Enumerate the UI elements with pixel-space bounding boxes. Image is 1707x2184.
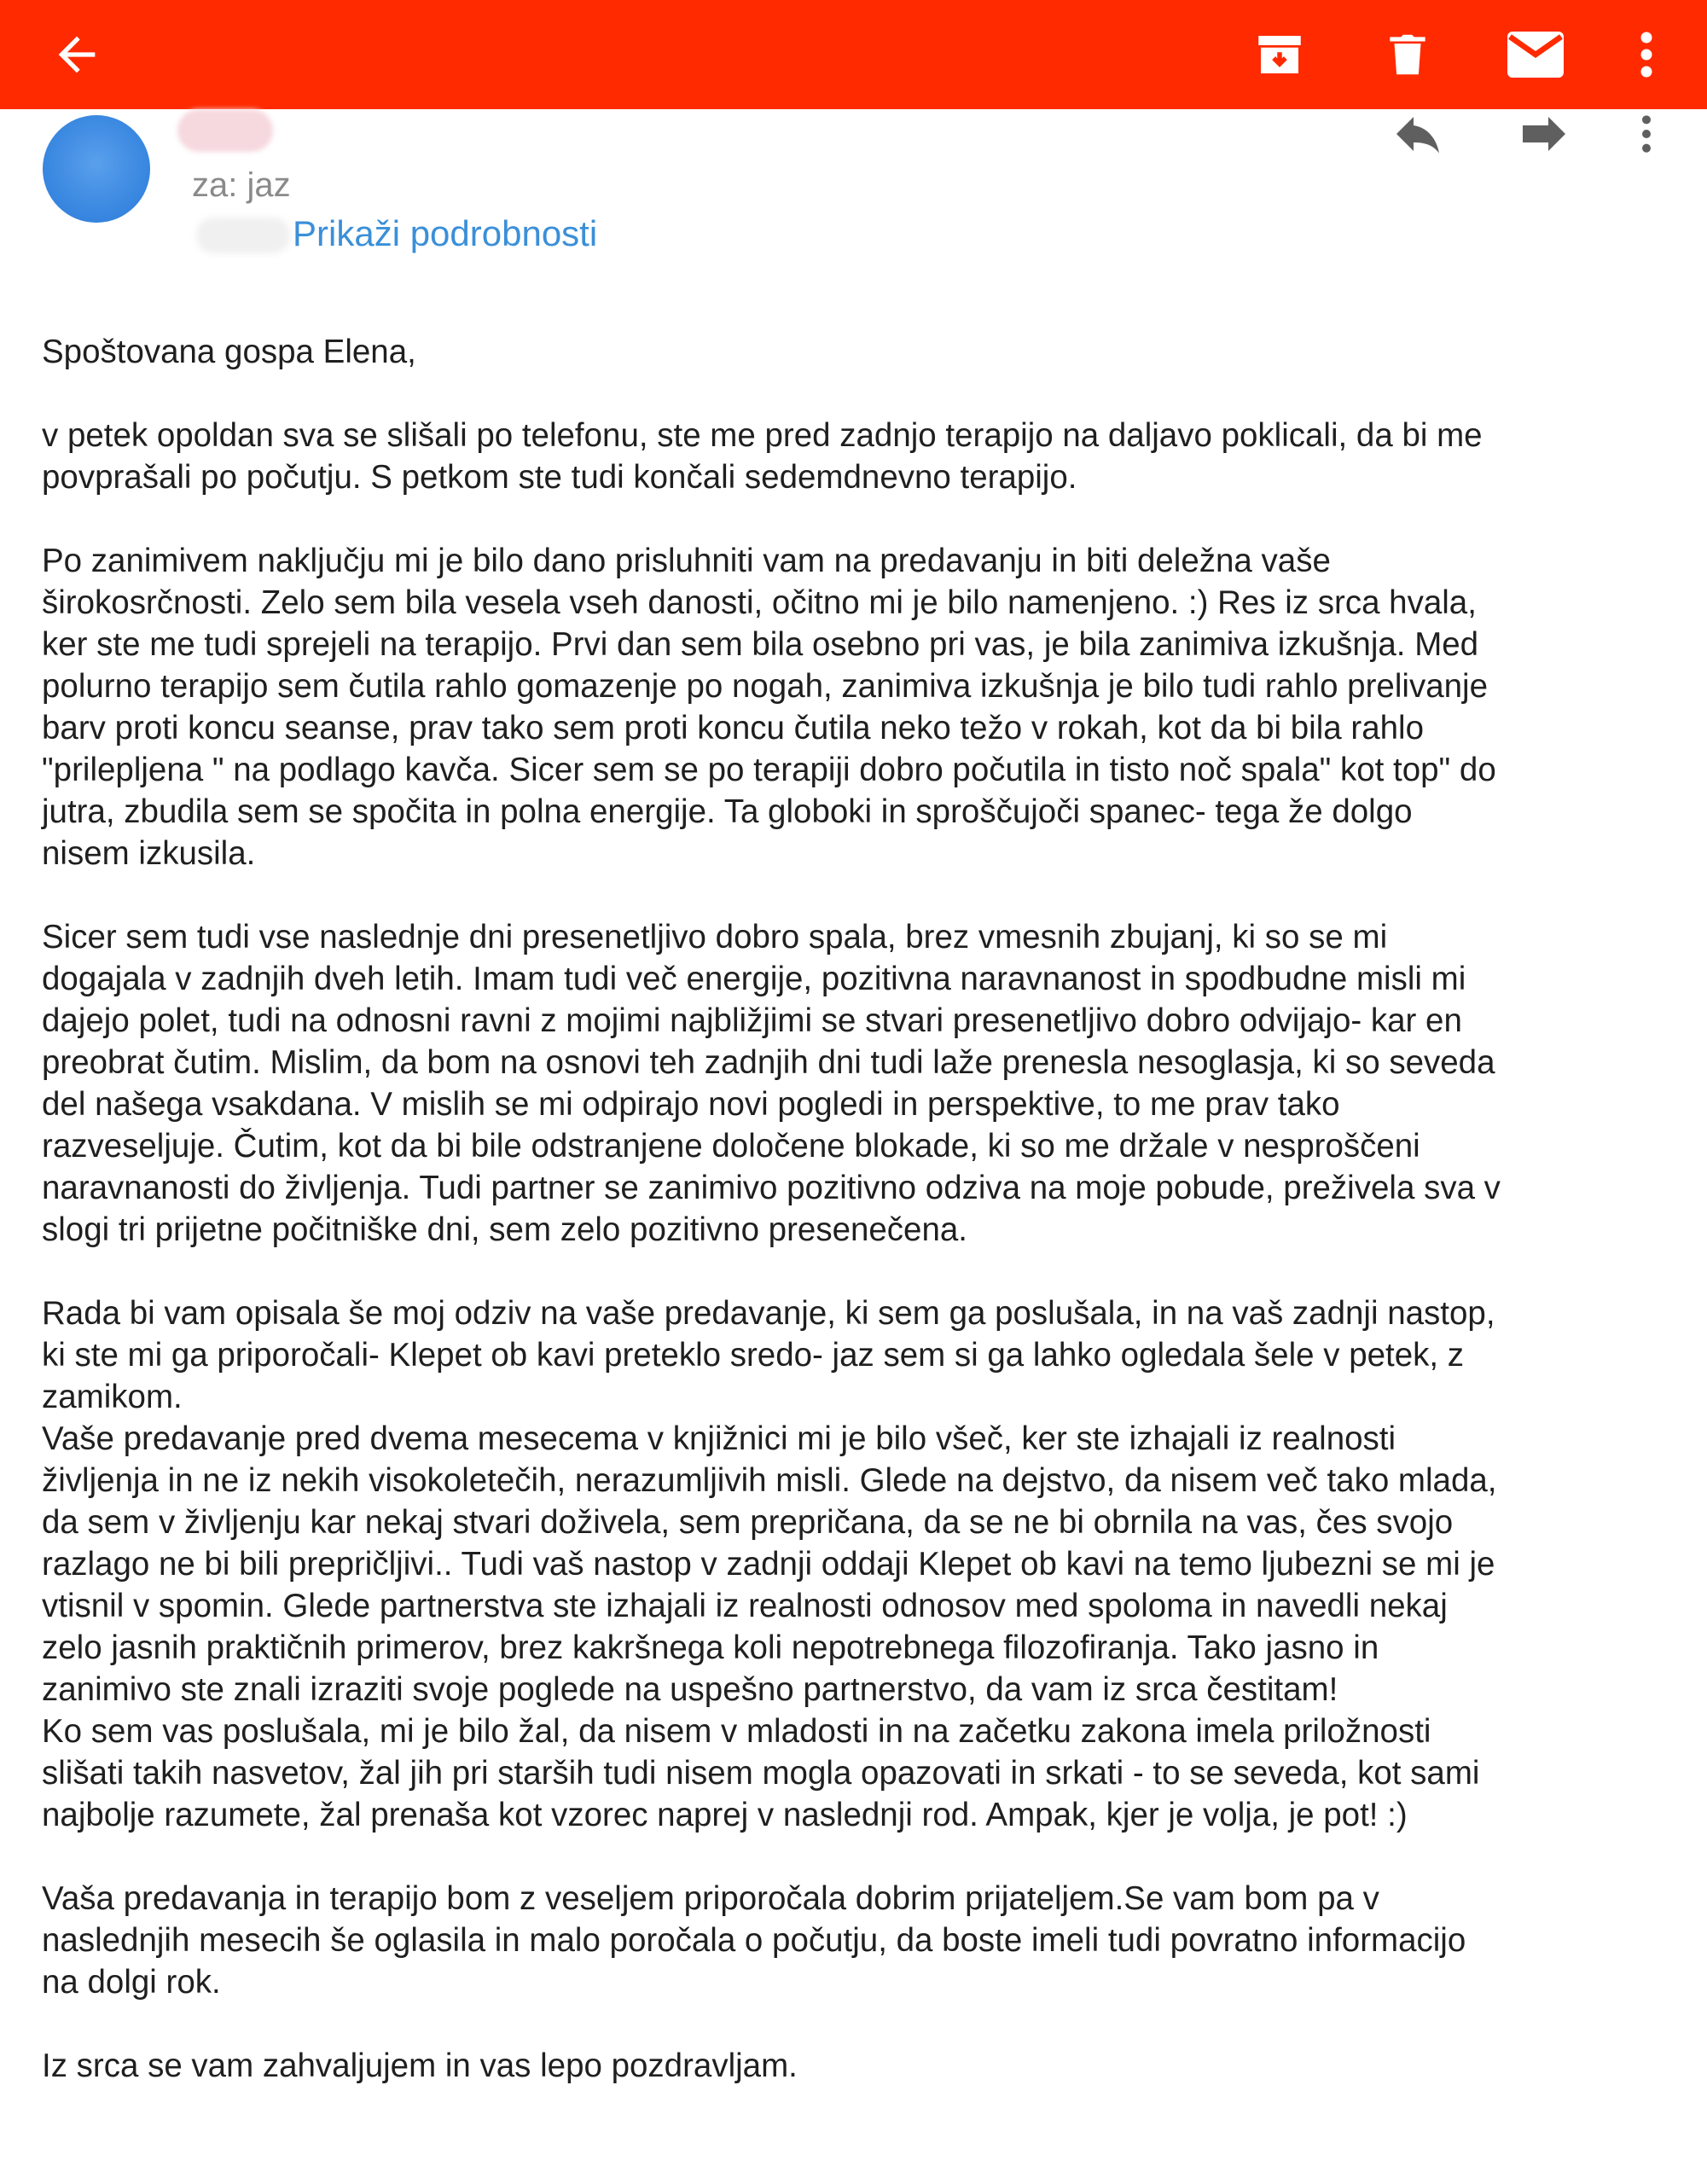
- sender-avatar[interactable]: [43, 115, 150, 223]
- mail-icon[interactable]: [1493, 0, 1578, 109]
- back-arrow-icon[interactable]: [34, 0, 119, 109]
- email-greeting: Spoštovana gospa Elena,: [42, 334, 416, 370]
- more-vert-icon[interactable]: [1612, 0, 1681, 109]
- reply-icon[interactable]: [1384, 104, 1452, 164]
- redacted-block: [196, 218, 290, 253]
- email-paragraph: v petek opoldan sva se slišali po telefonu, ste me pred zadnjo terapijo na daljavo poklicali, da bi me povprašali po počutju. S petkom ste tudi končali sedemdnevno terapijo.: [42, 417, 1483, 496]
- message-more-icon[interactable]: [1621, 104, 1672, 164]
- app-toolbar: [0, 0, 1707, 109]
- email-body: [42, 331, 1680, 2087]
- trash-icon[interactable]: [1365, 0, 1450, 109]
- forward-icon[interactable]: [1510, 104, 1578, 164]
- archive-icon[interactable]: [1237, 0, 1322, 109]
- email-paragraph: Rada bi vam opisala še moj odziv na vaše predavanje, ki sem ga poslušala, in na vaš zadnji nastop, ki ste mi ga priporočali- Klepet ob kavi preteklo sredo- jaz sem si ga lahko ogledala šele v petek, z zamikom. Vaše predavanje pred dvema mesecema v knjižnici mi je bilo všeč, ker ste izhajali iz realnosti življenja in ne iz nekih visokoletečih, nerazumljivih misli. Glede na dejstvo, da nisem več tako mlada, da sem v življenju kar nekaj stvari doživela, sem prepričana, da se ne bi obrnila na vas, čes svojo razlago ne bi bili prepričljivi.. Tudi vaš nastop v zadnji oddaji Klepet ob kavi na temo ljubezni se mi je vtisnil v spomin. Glede partnerstva ste izhajali iz realnosti odnosov med spoloma in navedli nekaj zelo jasnih praktičnih primerov, brez kakršnega koli nepotrebnega filozofiranja. Tako jasno in zanimivo ste znali izraziti svoje poglede na uspešno partnerstvo, da vam iz srca čestitam! Ko sem vas poslušala, mi je bilo žal, da nisem v mladosti in na začetku zakona imela priložnosti slišati takih nasvetov, žal jih pri starših tudi nisem mogla opazovati in srkati - to se seveda, kot sami najbolje razumete, žal prenaša kot vzorec naprej v naslednji rod. Ampak, kjer je volja, je pot! :): [42, 1295, 1497, 1833]
- recipient-label: za: jaz: [192, 166, 291, 204]
- email-paragraph: Vaša predavanja in terapijo bom z veseljem priporočala dobrim prijateljem.Se vam bom pa v naslednjih mesecih še oglasila in malo poročala o počutju, da boste imeli tudi povratno informacijo na dolgi rok.: [42, 1880, 1466, 2001]
- email-paragraph: Sicer sem tudi vse naslednje dni presenetljivo dobro spala, brez vmesnih zbujanj, ki so se mi dogajala v zadnjih dveh letih. Imam tudi več energije, pozitivna naravnanost in spodbudne misli mi dajejo polet, tudi na odnosni ravni z mojimi najbližjimi se stvari presenetljivo dobro odvijajo- kar en preobrat čutim. Mislim, da bom na osnovi teh zadnjih dni tudi laže prenesla nesoglasja, ki so seveda del našega vsakdana. V mislih se mi odpirajo novi pogledi in perspektive, to me prav tako razveseljuje. Čutim, kot da bi bile odstranjene določene blokade, ki so me držale v nesproščeni naravnanosti do življenja. Tudi partner se zanimivo pozitivno odziva na moje pobude, preživela sva v slogi tri prijetne počitniške dni, sem zelo pozitivno presenečena.: [42, 919, 1501, 1248]
- email-paragraph: Po zanimivem naključju mi je bilo dano prisluhniti vam na predavanju in biti deležna vaše širokosrčnosti. Zelo sem bila vesela vseh danosti, očitno mi je bilo namenjeno. :) Res iz srca hvala, ker ste me tudi sprejeli na terapijo. Prvi dan sem bila osebno pri vas, je bila zanimiva izkušnja. Med polurno terapijo sem čutila rahlo gomazenje po nogah, zanimiva izkušnja je bilo tudi rahlo prelivanje barv proti koncu seanse, prav tako sem proti koncu čutila neko težo v rokah, kot da bi bila rahlo "prilepljena " na podlago kavča. Sicer sem se po terapiji dobro počutila in tisto noč spala" kot top" do jutra, zbudila sem se spočita in polna energije. Ta globoki in sproščujoči spanec- tega že dolgo nisem izkusila.: [42, 543, 1496, 872]
- sender-name-redacted: [177, 109, 273, 152]
- show-details-link[interactable]: Prikaži podrobnosti: [293, 213, 598, 253]
- email-closing: Iz srca se vam zahvaljujem in vas lepo pozdravljam.: [42, 2048, 798, 2084]
